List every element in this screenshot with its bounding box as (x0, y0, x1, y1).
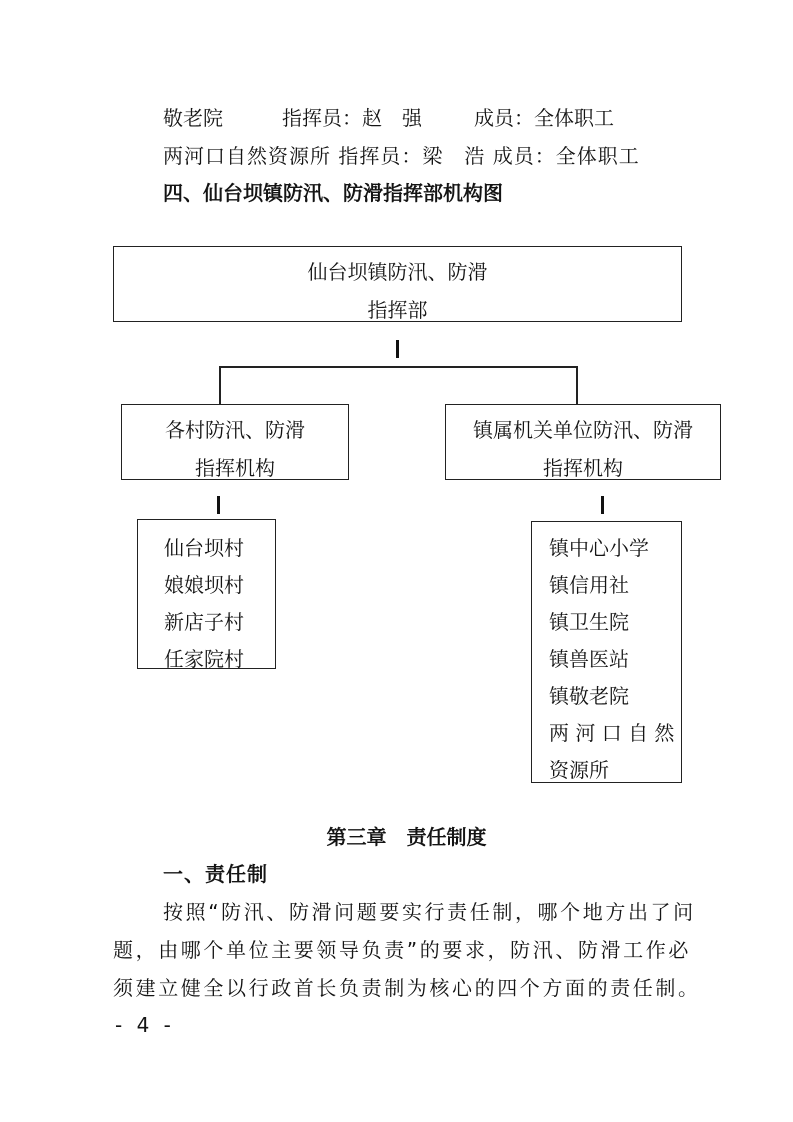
page-number: - 4 - (115, 1013, 175, 1037)
org-right-subtitle: 指挥机构 (543, 456, 623, 480)
connector (217, 496, 220, 514)
org-left-title: 各村防汛、防滑 (165, 418, 305, 442)
section-heading: 四、仙台坝镇防汛、防滑指挥部机构图 (163, 181, 503, 205)
org-root-box (113, 246, 682, 322)
connector (219, 366, 221, 404)
org-right-box (445, 404, 721, 480)
connector (576, 366, 578, 404)
roster-members: 成员：全体职工 (474, 106, 614, 130)
org-root-subtitle: 指挥部 (367, 298, 428, 322)
list-item: 任家院村 (164, 647, 244, 671)
list-item: 两 河 口 自 然 (549, 721, 675, 745)
list-item: 镇卫生院 (549, 610, 629, 634)
paragraph-line: 按照“防汛、防滑问题要实行责任制，哪个地方出了问 (163, 900, 696, 924)
org-left-list (137, 519, 276, 669)
roster-commander: 指挥员：赵 强 (282, 106, 422, 130)
org-left-subtitle: 指挥机构 (195, 456, 275, 480)
list-item: 镇敬老院 (549, 684, 629, 708)
paragraph-line: 须建立健全以行政首长负责制为核心的四个方面的责任制。 (113, 976, 701, 1000)
connector (219, 366, 578, 368)
roster-unit: 敬老院 (163, 106, 223, 130)
list-item: 仙台坝村 (164, 536, 244, 560)
org-right-list (531, 521, 682, 783)
list-item: 资源所 (549, 758, 609, 782)
org-root-title: 仙台坝镇防汛、防滑 (307, 260, 488, 284)
list-item: 镇兽医站 (549, 647, 629, 671)
list-item: 娘娘坝村 (164, 573, 244, 597)
chapter-title: 第三章 责任制度 (326, 825, 487, 849)
list-item: 镇信用社 (549, 573, 629, 597)
list-item: 镇中心小学 (549, 536, 649, 560)
org-right-title: 镇属机关单位防汛、防滑 (473, 418, 693, 442)
roster-line: 两河口自然资源所 指挥员：梁 浩 成员：全体职工 (163, 144, 640, 168)
connector (601, 496, 604, 514)
list-item: 新店子村 (164, 610, 244, 634)
connector (396, 340, 399, 358)
org-left-box (121, 404, 349, 480)
paragraph-line: 题，由哪个单位主要领导负责”的要求，防汛、防滑工作必 (113, 938, 691, 962)
subheading: 一、责任制 (163, 862, 268, 886)
